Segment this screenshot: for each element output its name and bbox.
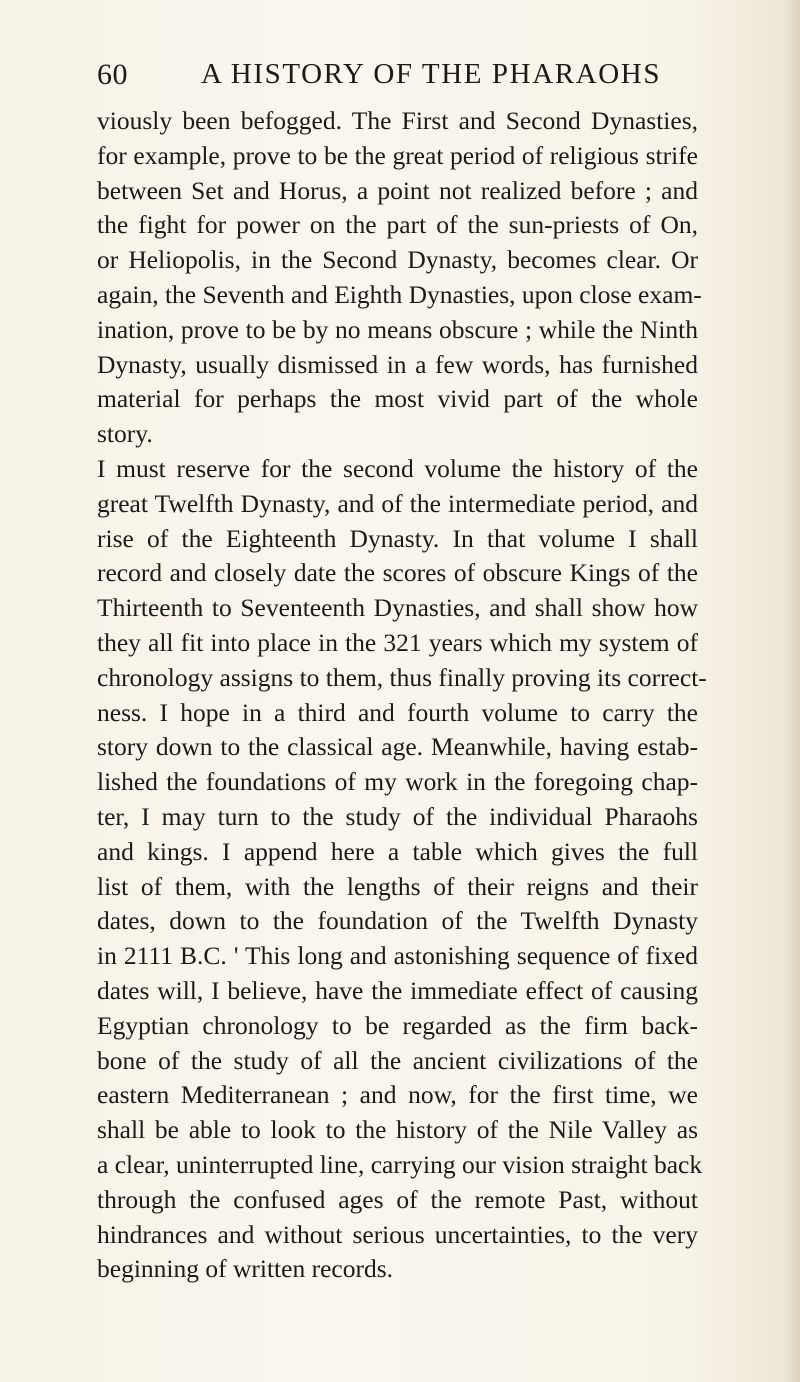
text-line: ness. I hope in a third and fourth volume to carry the xyxy=(97,697,698,727)
text-line: dates will, I believe, have the immediate effect of causing xyxy=(97,975,698,1005)
text-line: rise of the Eighteenth Dynasty. In that volume I shall xyxy=(97,523,698,553)
text-line: eastern Mediterranean ; and now, for the first time, we xyxy=(97,1080,698,1110)
text-line: story down to the classical age. Meanwhile, having estab- xyxy=(97,732,698,762)
text-line: Dynasty, usually dismissed in a few words, has furnished xyxy=(97,349,698,379)
body-text xyxy=(97,104,707,1287)
text-line: great Twelfth Dynasty, and of the intermediate period, and xyxy=(97,488,698,518)
text-line: a clear, uninterrupted line, carrying our vision straight back xyxy=(97,1149,703,1179)
text-line: Egyptian chronology to be regarded as the firm back- xyxy=(97,1010,698,1040)
text-line: again, the Seventh and Eighth Dynasties, upon close exam- xyxy=(97,279,702,309)
text-line: beginning of written records. xyxy=(97,1254,394,1284)
text-line: record and closely date the scores of obscure Kings of the xyxy=(97,558,698,588)
text-line: and kings. I append here a table which gives the full xyxy=(97,836,698,866)
text-line: or Heliopolis, in the Second Dynasty, becomes clear. Or xyxy=(97,245,698,275)
text-line: bone of the study of all the ancient civilizations of the xyxy=(97,1045,698,1075)
text-line: for example, prove to be the great period of religious strife xyxy=(97,140,698,170)
text-line: story. xyxy=(97,419,153,449)
page-edge-shadow xyxy=(782,0,800,1382)
text-line: viously been befogged. The First and Second Dynasties, xyxy=(97,106,698,135)
text-line: lished the foundations of my work in the foregoing chap- xyxy=(97,767,698,797)
text-line: list of them, with the lengths of their reigns and their xyxy=(97,871,698,901)
text-line: through the confused ages of the remote Past, without xyxy=(97,1184,698,1214)
text-line: shall be able to look to the history of the Nile Valley as xyxy=(97,1115,698,1145)
text-line: I must reserve for the second volume the history of the xyxy=(97,453,698,483)
text-line: hindrances and without serious uncertainties, to the very xyxy=(97,1219,698,1249)
text-line: Thirteenth to Seventeenth Dynasties, and shall show how xyxy=(97,593,698,623)
text-line: dates, down to the foundation of the Twelfth Dynasty xyxy=(97,906,698,936)
text-line: the fight for power on the part of the sun-priests of On, xyxy=(97,210,698,240)
text-line: in 2111 B.C. ' This long and astonishing sequence of fixed xyxy=(97,941,698,971)
text-line: ination, prove to be by no means obscure ; while the Ninth xyxy=(97,314,698,344)
text-line: between Set and Horus, a point not realized before ; and xyxy=(97,175,698,205)
running-head: A HISTORY OF THE PHARAOHS xyxy=(201,58,662,90)
page-header xyxy=(97,58,701,98)
text-line: they all fit into place in the 321 years which my system of xyxy=(97,627,698,657)
text-line: ter, I may turn to the study of the individual Pharaohs xyxy=(97,801,698,831)
text-line: material for perhaps the most vivid part of the whole xyxy=(97,384,698,414)
text-line: chronology assigns to them, thus finally proving its correct- xyxy=(97,662,707,692)
page-number: 60 xyxy=(97,58,128,91)
